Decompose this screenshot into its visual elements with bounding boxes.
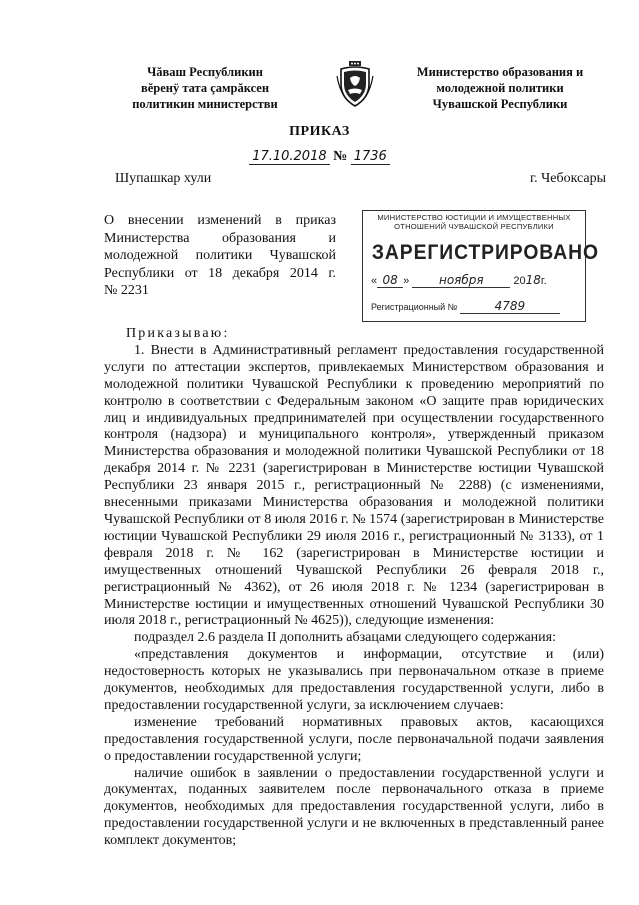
- order-body: [104, 326, 604, 850]
- subject-line: молодежной политики Чувашской: [104, 248, 336, 263]
- number-sign: №: [333, 149, 348, 164]
- order-number: 1736: [351, 149, 390, 165]
- stamp-line-2: ОТНОШЕНИЙ ЧУВАШСКОЙ РЕСПУБЛИКИ: [394, 222, 554, 231]
- subject-line: О внесении изменений в приказ: [104, 213, 336, 228]
- paragraph-2: подраздел 2.6 раздела II дополнить абзацами следующего содержания:: [134, 630, 556, 646]
- stamp-registered: ЗАРЕГИСТРИРОВАНО: [371, 241, 599, 264]
- order-subject: [104, 212, 336, 300]
- paragraph-1: 1. Внести в Административный регламент предоставления государственной услуги по аттестации экспертов, привлекаемых Министерством образования и молодежной политики Чувашской Республики к проведению мероприятий по контролю в соответствии с Федеральным законом «О защите прав юридических лиц и индивидуальных предпринимателей при осуществлении государственного контроля (надзора) и муниципального контроля», утвержденный приказом Министерства образования и молодежной политики Чувашской Республики от 18 декабря 2014 г. № 2231 (зарегистрирован в Министерстве юстиции Чувашской Республики 23 января 2015 г., регистрационный № 2288) (с изменениями, внесенными приказами Министерства образования и молодежной политики Чувашской Республики от 8 июля 2016 г. № 1574 (зарегистрирован в Министерстве юстиции Чувашской Республики 29 июля 2016 г., регистрационный № 3133), от 1 февраля 2018 г. № 162 (зарегистрирован в Министерстве юстиции и имущественных отношений Чувашской Республики 26 февраля 2018 г., регистрационный № 4362), от 26 июля 2018 г. № 1234 (зарегистрирован в Министерстве юстиции и имущественных отношений Чувашской Республики 30 июля 2018 г., регистрационный № 4625)), следующие изменения:: [104, 342, 604, 629]
- header-right-line-1: Министерство образования и: [416, 65, 584, 79]
- subject-line: Министерства образования и: [104, 230, 336, 246]
- subject-line: Республики от 18 декабря 2014 г.: [104, 265, 336, 281]
- stamp-authority: [363, 213, 585, 231]
- header-right-line-2: молодежной политики: [436, 81, 564, 95]
- header-right-line-3: Чувашской Республики: [432, 97, 568, 111]
- paragraph-3: «представления документов и информации, отсутствие и (или) недостоверность которых не указывались при первоначальном отказе в приеме документов, необходимых для предоставления государственной услуги, либо в предоставлении государственной услуги, за исключением случаев:: [104, 647, 604, 713]
- document-title: ПРИКАЗ: [289, 124, 350, 139]
- stamp-reg-label: Регистрационный №: [371, 302, 458, 312]
- header-left-line-1: Чăваш Республикин: [147, 65, 263, 79]
- order-date: 17.10.2018: [249, 149, 329, 165]
- decree-word: Приказываю:: [126, 326, 230, 341]
- subject-line: № 2231: [104, 283, 149, 298]
- coat-of-arms-emblem: [336, 60, 374, 108]
- stamp-year-prefix: 20: [513, 275, 526, 287]
- stamp-date: [371, 273, 579, 288]
- header-ministry-russian: [400, 64, 600, 112]
- paragraph-5: наличие ошибок в заявлении о предоставлении государственной услуги и документах, поданных заявителем после первоначального отказа в приеме документов, необходимых для предоставления государственной услуги, либо в предоставлении государственной услуги и не включенных в представленный ранее комплект документов;: [104, 765, 604, 849]
- place-chuvash: Шупашкар хули: [115, 171, 212, 186]
- stamp-month: ноября: [412, 273, 510, 288]
- stamp-day: 08: [377, 273, 403, 288]
- stamp-reg-number: [371, 299, 579, 314]
- header-left-line-3: политикин министерстви: [132, 97, 278, 111]
- stamp-year-suffix: 18: [525, 273, 541, 287]
- header-left-line-2: вĕренÿ тата çамрăксен: [140, 81, 270, 95]
- registration-stamp: [362, 210, 599, 322]
- stamp-quote-open: «: [371, 275, 378, 287]
- order-date-number: [0, 149, 639, 165]
- stamp-year-unit: г.: [540, 275, 547, 287]
- stamp-reg-value: 4789: [460, 299, 560, 314]
- stamp-line-1: МИНИСТЕРСТВО ЮСТИЦИИ И ИМУЩЕСТВЕННЫХ: [377, 213, 571, 222]
- paragraph-4: изменение требований нормативных правовых актов, касающихся предоставления государственной услуги, после первоначальной подачи заявления о предоставлении государственной услуги;: [104, 714, 604, 764]
- stamp-quote-close: »: [403, 275, 410, 287]
- header-chuvash-ministry: [110, 64, 300, 112]
- place-russian: г. Чебоксары: [530, 171, 607, 186]
